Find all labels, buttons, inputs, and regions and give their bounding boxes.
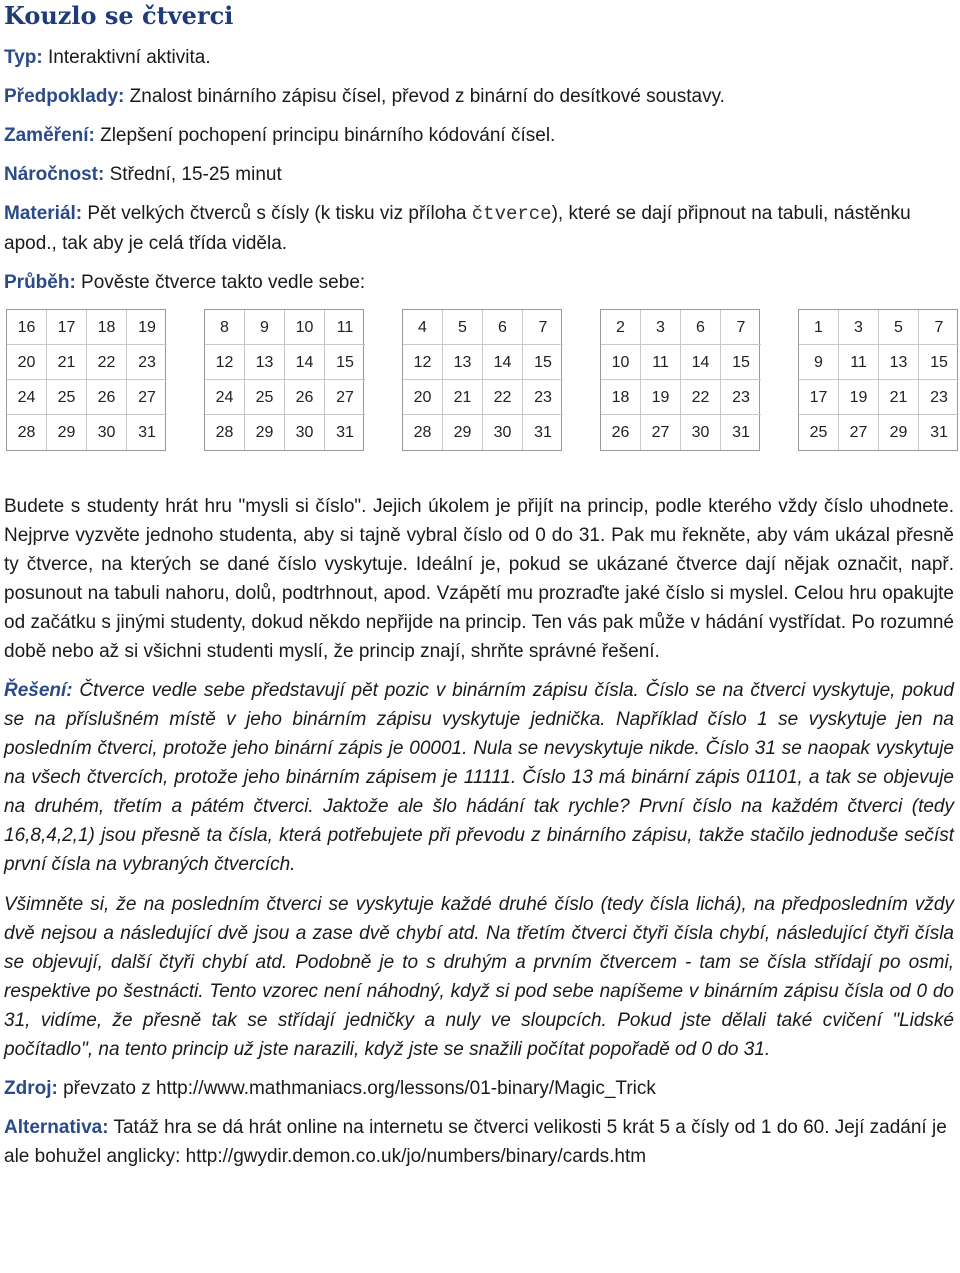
square-cell: 31 bbox=[534, 424, 552, 441]
alternative-paragraph bbox=[4, 1113, 954, 1171]
number-square-4 bbox=[600, 309, 760, 451]
prubeh-value: Pověste čtverce takto vedle sebe: bbox=[75, 272, 366, 293]
square-cell: 9 bbox=[245, 310, 285, 345]
square-cell: 5 bbox=[879, 310, 919, 345]
square-cell: 14 bbox=[285, 345, 325, 380]
square-cell: 15 bbox=[325, 345, 365, 380]
square-cell: 16 bbox=[7, 310, 47, 345]
square-cell: 23 bbox=[127, 345, 167, 380]
square-cell: 10 bbox=[285, 310, 325, 345]
square-cell: 13 bbox=[443, 345, 483, 380]
alternative-link[interactable]: http://gwydir.demon.co.uk/jo/numbers/binary/cards.htm bbox=[185, 1146, 647, 1167]
square-cell: 31 bbox=[930, 424, 948, 441]
meta-typ bbox=[4, 43, 954, 72]
square-cell: 19 bbox=[127, 310, 167, 345]
zamereni-label: Zaměření: bbox=[4, 125, 95, 146]
source-line bbox=[4, 1074, 954, 1103]
square-cell: 28 bbox=[205, 415, 245, 450]
square-cell: 18 bbox=[87, 310, 127, 345]
meta-narocnost bbox=[4, 160, 954, 189]
square-cell: 6 bbox=[681, 310, 721, 345]
note-paragraph: Všimněte si, že na posledním čtverci se vyskytuje každé druhé číslo (tedy čísla lichá), na předposledním vždy dvě nejsou a následující dvě jsou a zase dvě chybí atd. Na třetím čtverci čtyři čísla chybí, následující čtyři čísla se objevují, další čtyři chybí atd. Podobně je to s druhým a prvním čtvercem - tam se čísla střídají po osmi, respektive po šestnácti. Tento vzorec není náhodný, když si pod sebe napíšeme v binárním zápisu čísla od 0 do 31, vidíme, že přesně tak se střídají jedničky a nuly ve sloupcích. Pokud jste dělali také cvičení "Lidské počítadlo", na tento princip už jste narazili, když jste se snažili počítat popořadě od 0 do 31. bbox=[4, 894, 954, 1060]
square-cell: 29 bbox=[443, 415, 483, 450]
number-square-1 bbox=[6, 309, 166, 451]
square-cell: 26 bbox=[87, 380, 127, 415]
square-cell: 17 bbox=[47, 310, 87, 345]
square-cell: 13 bbox=[879, 345, 919, 380]
square-cell: 12 bbox=[403, 345, 443, 380]
prubeh-label: Průběh: bbox=[4, 272, 76, 293]
square-cell: 15 bbox=[523, 345, 563, 380]
square-cell: 28 bbox=[7, 415, 47, 450]
square-cell: 11 bbox=[839, 345, 879, 380]
square-cell: 29 bbox=[47, 415, 87, 450]
material-label: Materiál: bbox=[4, 203, 83, 224]
alternative-label: Alternativa: bbox=[4, 1117, 109, 1138]
square-cell: 12 bbox=[205, 345, 245, 380]
square-cell: 26 bbox=[601, 415, 641, 450]
alternative-text: Tatáž hra se dá hrát online na internetu se čtverci velikosti 5 krát 5 a čísly od 1 do 60. Její zadání je ale bohužel anglicky: bbox=[4, 1117, 947, 1167]
square-cell: 20 bbox=[403, 380, 443, 415]
square-cell: 27 bbox=[127, 380, 167, 415]
square-cell: 13 bbox=[245, 345, 285, 380]
square-cell: 25 bbox=[245, 380, 285, 415]
square-cell: 18 bbox=[601, 380, 641, 415]
square-cell: 5 bbox=[443, 310, 483, 345]
square-cell: 7 bbox=[523, 310, 563, 345]
square-cell: 27 bbox=[839, 415, 879, 450]
solution-paragraph bbox=[4, 676, 954, 879]
narocnost-value: Střední, 15-25 minut bbox=[104, 164, 282, 185]
square-cell: 27 bbox=[641, 415, 681, 450]
square-cell: 2 bbox=[601, 310, 641, 345]
square-cell: 21 bbox=[47, 345, 87, 380]
square-cell: 10 bbox=[601, 345, 641, 380]
square-cell: 31 bbox=[732, 424, 750, 441]
source-label: Zdroj: bbox=[4, 1078, 58, 1099]
square-cell: 3 bbox=[641, 310, 681, 345]
number-square-5 bbox=[798, 309, 958, 451]
square-cell: 11 bbox=[641, 345, 681, 380]
square-cell: 23 bbox=[523, 380, 563, 415]
number-square-2 bbox=[204, 309, 364, 451]
square-cell: 27 bbox=[325, 380, 365, 415]
square-cell: 29 bbox=[245, 415, 285, 450]
square-cell: 19 bbox=[641, 380, 681, 415]
square-cell: 24 bbox=[205, 380, 245, 415]
number-square-3 bbox=[402, 309, 562, 451]
square-cell: 22 bbox=[483, 380, 523, 415]
meta-predpoklady bbox=[4, 82, 954, 111]
square-cell: 20 bbox=[7, 345, 47, 380]
square-cell: 17 bbox=[799, 380, 839, 415]
typ-label: Typ: bbox=[4, 47, 43, 68]
square-cell: 22 bbox=[681, 380, 721, 415]
square-cell: 4 bbox=[403, 310, 443, 345]
source-link[interactable]: http://www.mathmaniacs.org/lessons/01-binary/Magic_Trick bbox=[156, 1078, 656, 1099]
square-cell: 22 bbox=[87, 345, 127, 380]
square-cell: 30 bbox=[483, 415, 523, 450]
meta-zamereni bbox=[4, 121, 954, 150]
square-cell: 30 bbox=[285, 415, 325, 450]
square-cell: 9 bbox=[799, 345, 839, 380]
square-cell: 31 bbox=[336, 424, 354, 441]
square-cell: 8 bbox=[205, 310, 245, 345]
square-cell: 26 bbox=[285, 380, 325, 415]
typ-value: Interaktivní aktivita. bbox=[42, 47, 211, 68]
material-value-1: Pět velkých čtverců s čísly (k tisku viz příloha bbox=[82, 203, 472, 224]
page-title: Kouzlo se čtverci bbox=[4, 1, 234, 30]
square-cell: 3 bbox=[839, 310, 879, 345]
square-cell: 23 bbox=[721, 380, 761, 415]
square-cell: 31 bbox=[138, 424, 156, 441]
game-paragraph: Budete s studenty hrát hru "mysli si číslo". Jejich úkolem je přijít na princip, podle kterého vždy číslo uhodnete. Nejprve vyzvěte jednoho studenta, aby si tajně vybral číslo od 0 do 31. Pak mu řekněte, aby vám ukázal přesně ty čtverce, na kterých se dané číslo vyskytuje. Ideální je, pokud se ukázané čtverce dají nějak označit, např. posunout na tabuli nahoru, dolů, podtrhnout, apod. Vzápětí mu prozraďte jaké číslo si myslel. Celou hru opakujte od začátku s jinými studenty, dokud někdo nepřijde na princip. Ten vás pak může v hádání vystřídat. Po rozumné době nebo až si všichni studenti myslí, že princip znají, shrňte správné řešení. bbox=[4, 496, 954, 662]
solution-text: Čtverce vedle sebe představují pět pozic v binárním zápisu čísla. Číslo se na čtverci vyskytuje, pokud se na příslušném místě v jeho binárním zápisu vyskytuje jednička. Například číslo 1 se vyskytuje jen na posledním čtverci, protože jeho binární zápis je 00001. Nula se nevyskytuje nikde. Číslo 31 se naopak vyskytuje na všech čtvercích, protože jeho binárním zápisem je 11111. Číslo 13 má binární zápis 01101, a tak se objevuje na druhém, třetím a pátém čtverci. Jaktože ale šlo hádání tak rychle? První číslo na každém čtverci (tedy 16,8,4,2,1) jsou přesně ta čísla, která potřebujete při převodu z binárního zápisu, takže stačilo jednoduše sečíst první čísla na vybraných čtvercích. bbox=[4, 680, 954, 875]
square-cell: 1 bbox=[799, 310, 839, 345]
meta-prubeh bbox=[4, 268, 954, 297]
material-attachment-name: čtverce bbox=[471, 203, 552, 225]
predpoklady-label: Předpoklady: bbox=[4, 86, 125, 107]
square-cell: 7 bbox=[919, 310, 959, 345]
source-text: převzato z bbox=[57, 1078, 157, 1099]
square-cell: 21 bbox=[443, 380, 483, 415]
number-squares bbox=[6, 309, 954, 451]
square-cell: 14 bbox=[681, 345, 721, 380]
square-cell: 30 bbox=[681, 415, 721, 450]
material-value-2: ), které se dají připnout na tabuli, nástěnku apod., tak aby je celá třída viděla. bbox=[4, 203, 911, 254]
narocnost-label: Náročnost: bbox=[4, 164, 105, 185]
square-cell: 23 bbox=[919, 380, 959, 415]
document-page bbox=[0, 1, 960, 1171]
square-cell: 21 bbox=[879, 380, 919, 415]
square-cell: 25 bbox=[47, 380, 87, 415]
square-cell: 6 bbox=[483, 310, 523, 345]
square-cell: 15 bbox=[721, 345, 761, 380]
square-cell: 15 bbox=[919, 345, 959, 380]
square-cell: 30 bbox=[87, 415, 127, 450]
square-cell: 24 bbox=[7, 380, 47, 415]
square-cell: 11 bbox=[325, 310, 365, 345]
predpoklady-value: Znalost binárního zápisu čísel, převod z binární do desítkové soustavy. bbox=[124, 86, 725, 107]
square-cell: 7 bbox=[721, 310, 761, 345]
square-cell: 19 bbox=[839, 380, 879, 415]
zamereni-value: Zlepšení pochopení principu binárního kódování čísel. bbox=[94, 125, 556, 146]
square-cell: 14 bbox=[483, 345, 523, 380]
meta-material bbox=[4, 199, 954, 258]
solution-label: Řešení: bbox=[4, 680, 73, 701]
square-cell: 29 bbox=[879, 415, 919, 450]
square-cell: 28 bbox=[403, 415, 443, 450]
square-cell: 25 bbox=[799, 415, 839, 450]
